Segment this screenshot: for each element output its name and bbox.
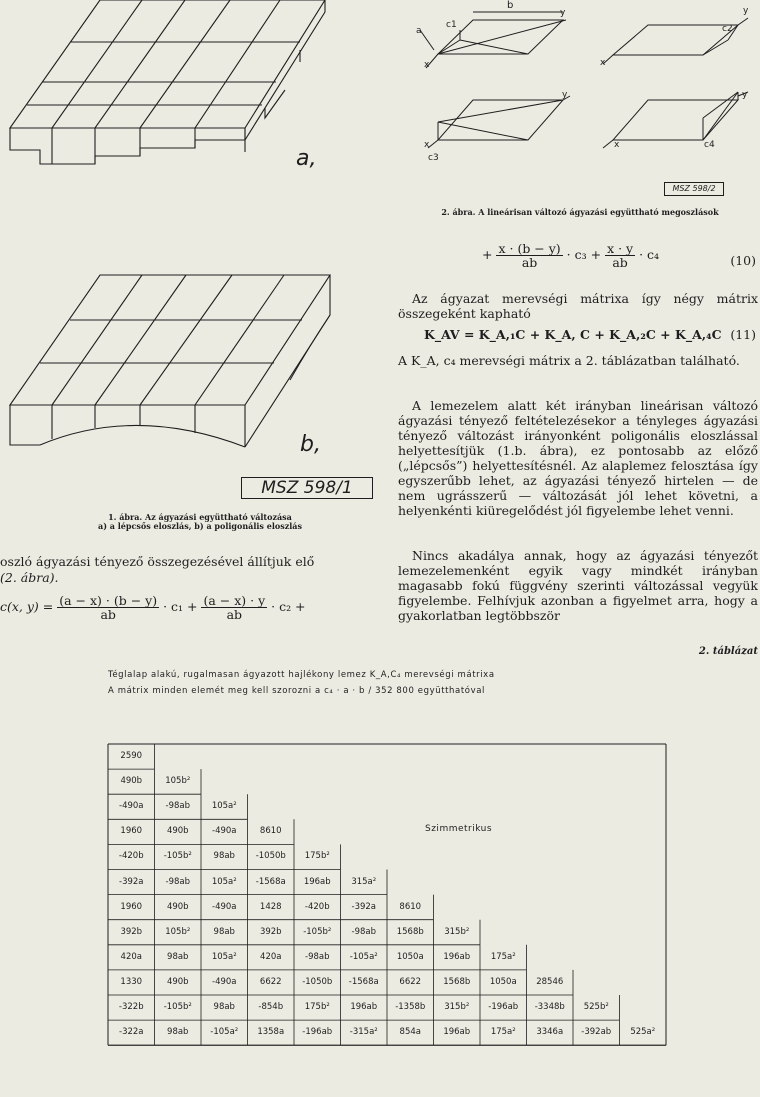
matrix-cell: 175b² bbox=[304, 851, 330, 862]
matrix-cell: 490b bbox=[166, 976, 189, 987]
formula-frac1 bbox=[57, 594, 159, 621]
matrix-cell: -392ab bbox=[581, 1027, 612, 1038]
matrix-cell: 1568b bbox=[396, 926, 424, 937]
matrix-cell: -98ab bbox=[305, 951, 330, 962]
figure-1b-label: b, bbox=[300, 432, 321, 457]
matrix-cell: 1960 bbox=[120, 826, 143, 837]
matrix-cell: -315a² bbox=[349, 1027, 378, 1038]
paragraph-2: A K_A, c₄ merevségi mátrix a 2. táblázatban található. bbox=[398, 353, 740, 368]
matrix-cell: -3348b bbox=[534, 1002, 565, 1012]
matrix-cell: 315a² bbox=[351, 876, 377, 887]
matrix-cell: -1050b bbox=[255, 851, 286, 862]
formula-c-xy bbox=[0, 594, 380, 621]
matrix-cell: -322a bbox=[119, 1027, 144, 1038]
formula-frac2 bbox=[201, 594, 267, 621]
matrix-cell: -1568a bbox=[348, 976, 379, 987]
matrix-cell: 2590 bbox=[120, 751, 143, 761]
matrix-cell: 8610 bbox=[259, 826, 282, 837]
matrix-cell: 490b bbox=[166, 826, 189, 837]
matrix-cell: -98ab bbox=[351, 926, 376, 937]
figure-1-caption-line1: 1. ábra. Az ágyazási együttható változása bbox=[108, 512, 292, 522]
fig2-label-c2: c2 bbox=[722, 24, 733, 34]
table-header-line2: A mátrix minden elemét meg kell szorozni a c₄ · a · b / 352 800 együtthatóval bbox=[108, 686, 485, 696]
formula-frac1-den: ab bbox=[100, 607, 116, 622]
matrix-cell: 98ab bbox=[167, 1027, 189, 1038]
left-text-line1: oszló ágyazási tényező összegezésével állítjuk elő bbox=[0, 554, 315, 569]
matrix-cell: 105b² bbox=[165, 776, 191, 787]
eq11-number: (11) bbox=[730, 327, 756, 342]
matrix-cell: 1428 bbox=[259, 901, 282, 912]
eq10-prefix: + bbox=[482, 247, 493, 262]
equation-11 bbox=[398, 327, 758, 342]
matrix-cell: -105b² bbox=[303, 926, 332, 937]
matrix-cell: 392b bbox=[120, 926, 143, 937]
matrix-cell: 6622 bbox=[259, 976, 282, 987]
matrix-cell: 105a² bbox=[211, 951, 237, 962]
formula-term1: · c₁ + bbox=[163, 599, 198, 614]
eq10-frac1-den: ab bbox=[521, 255, 538, 270]
eq11-text: K_AV = K_A,₁C + K_A, C + K_A,₂C + K_A,₄C bbox=[424, 327, 722, 342]
matrix-cell: 98ab bbox=[213, 926, 235, 937]
matrix-cell: -490a bbox=[212, 901, 237, 912]
matrix-cell: 8610 bbox=[399, 901, 422, 912]
matrix-cell: 392b bbox=[259, 926, 282, 937]
equation-10 bbox=[482, 242, 758, 269]
matrix-cell: 420a bbox=[260, 951, 282, 962]
matrix-cell: -1568a bbox=[255, 876, 286, 887]
matrix-cell: 3346a bbox=[536, 1027, 564, 1038]
matrix-cell: -392a bbox=[351, 901, 376, 912]
matrix-cell: 420a bbox=[120, 951, 142, 962]
paragraph-1: Az ágyazat merevségi mátrixa így négy mátrix összegeként kapható bbox=[398, 291, 758, 321]
matrix-cell: -196ab bbox=[488, 1002, 519, 1012]
matrix-cell: -392a bbox=[119, 876, 144, 887]
matrix-cell: 98ab bbox=[167, 951, 189, 962]
matrix-cell: 105a² bbox=[211, 801, 237, 812]
matrix-cell: -196ab bbox=[302, 1027, 333, 1038]
matrix-cell: 105b² bbox=[165, 926, 191, 937]
table-header-line1: Téglalap alakú, rugalmasan ágyazott hajlékony lemez K_A,C₄ merevségi mátrixa bbox=[108, 670, 495, 680]
formula-frac2-den: ab bbox=[226, 607, 243, 622]
fig2-label-c3: c3 bbox=[428, 153, 439, 163]
matrix-cell: -105a² bbox=[210, 1027, 239, 1038]
matrix-cell: 1050a bbox=[396, 951, 424, 962]
matrix-cell: 1358a bbox=[257, 1027, 285, 1038]
matrix-cell: 175a² bbox=[490, 951, 516, 962]
matrix-cell: -1358b bbox=[395, 1002, 426, 1012]
fig2-label-y1: y bbox=[560, 8, 566, 18]
matrix-cell: 196ab bbox=[350, 1002, 378, 1012]
fig2-label-a: a bbox=[416, 26, 422, 36]
matrix-cell: -105b² bbox=[163, 1002, 192, 1012]
matrix-cell: -105a² bbox=[349, 951, 378, 962]
paragraph-3: A lemezelem alatt két irányban lineárisan változó ágyazási tényező feltételezésekor a tényleges ágyazási tényező változást irányonként poligonális eloszlással helyettesítjük (1.b. ábra), ez pontosabb az előző („lépcsős”) helyettesítésnél. Az alaplemez felosztása így egyszerűbb lehet, az ágyazási tényező hirtelen — de nem ugrásszerű — változását jól lehet követni, a helyenkénti kiüregelődést jól figyelembe lehet venni. bbox=[398, 398, 758, 518]
fig2-label-b: b bbox=[507, 0, 514, 11]
matrix-cell: -854b bbox=[258, 1002, 284, 1012]
matrix-cell: 525a² bbox=[630, 1027, 656, 1038]
formula-term2: · c₂ + bbox=[271, 599, 306, 614]
fig2-label-x4: x bbox=[614, 140, 620, 150]
eq10-frac1 bbox=[496, 242, 562, 269]
figure-1-caption-line2: a) a lépcsős eloszlás, b) a poligonális eloszlás bbox=[98, 521, 302, 531]
matrix-cell: 490b bbox=[120, 776, 143, 787]
paragraph-4: Nincs akadálya annak, hogy az ágyazási tényezőt lemezelemenként egyik vagy mindkét irányban magasabb fokú függvény szerinti változással vegyük figyelembe. Felhívjuk azonban a figyelmet arra, hogy a gyakorlatban legtöbbször bbox=[398, 548, 758, 623]
figure-1-stamp: MSZ 598/1 bbox=[241, 477, 373, 499]
fig2-label-y4: y bbox=[742, 90, 748, 100]
matrix-cell: 1568b bbox=[443, 976, 471, 987]
matrix-cell: 854a bbox=[399, 1027, 421, 1038]
matrix-cell: 98ab bbox=[213, 1002, 235, 1012]
table-label: 2. táblázat bbox=[698, 646, 758, 657]
matrix-cell: -490a bbox=[212, 976, 237, 987]
matrix-cell: 525b² bbox=[583, 1002, 609, 1012]
matrix-cell: 105a² bbox=[211, 876, 237, 887]
fig2-label-x3: x bbox=[424, 140, 430, 150]
figure-1b-drawing bbox=[0, 275, 340, 465]
matrix-cell: 175b² bbox=[304, 1002, 330, 1012]
fig2-label-x2: x bbox=[600, 58, 606, 68]
matrix-cell: 490b bbox=[166, 901, 189, 912]
matrix-cell: -1050b bbox=[302, 976, 333, 987]
figure-1a-label: a, bbox=[296, 146, 317, 171]
fig2-label-c1: c1 bbox=[446, 20, 457, 30]
matrix-cell: -420b bbox=[118, 851, 144, 862]
matrix-cell: 6622 bbox=[399, 976, 422, 987]
matrix-cell: -420b bbox=[304, 901, 330, 912]
fig2-label-c4: c4 bbox=[704, 140, 715, 150]
figure-1a-drawing bbox=[0, 0, 340, 180]
eq10-frac2-num: x · y bbox=[607, 241, 634, 256]
matrix-cell: 196ab bbox=[443, 951, 471, 962]
matrix-cell: 315b² bbox=[444, 1002, 470, 1012]
figure-2-stamp: MSZ 598/2 bbox=[664, 182, 724, 196]
matrix-cell: -490a bbox=[119, 801, 144, 812]
matrix-cell: 28546 bbox=[536, 976, 564, 987]
matrix-cell: -98ab bbox=[165, 801, 190, 812]
fig2-label-x1: x bbox=[424, 60, 430, 70]
eq10-frac2 bbox=[605, 242, 635, 269]
matrix-cell: 1960 bbox=[120, 901, 143, 912]
matrix-cell: 175a² bbox=[490, 1027, 516, 1038]
matrix-cell: 196ab bbox=[303, 876, 331, 887]
formula-frac1-num: (a − x) · (b − y) bbox=[59, 593, 158, 608]
eq10-term1: · c₃ + bbox=[566, 247, 602, 262]
matrix-cell: 1050a bbox=[489, 976, 517, 987]
formula-lhs: c(x, y) = bbox=[0, 599, 54, 614]
eq10-number: (10) bbox=[730, 253, 756, 268]
left-text-line2: (2. ábra). bbox=[0, 570, 59, 585]
fig2-label-y3: y bbox=[562, 90, 568, 100]
matrix-cell: 196ab bbox=[443, 1027, 471, 1038]
matrix-cell: 1330 bbox=[120, 976, 143, 987]
eq10-term2: · c₄ bbox=[639, 247, 660, 262]
symmetric-label: Szimmetrikus bbox=[425, 824, 493, 834]
eq10-frac2-den: ab bbox=[612, 255, 628, 270]
formula-frac2-num: (a − x) · y bbox=[203, 593, 266, 608]
figure-2-caption: 2. ábra. A lineárisan változó ágyazási együttható megoszlások bbox=[441, 207, 719, 217]
matrix-cell: -98ab bbox=[165, 876, 190, 887]
eq10-frac1-num: x · (b − y) bbox=[498, 241, 561, 256]
matrix-cell: -322b bbox=[118, 1002, 144, 1012]
matrix-cell: 98ab bbox=[213, 851, 235, 862]
matrix-cell: -105b² bbox=[163, 851, 192, 862]
fig2-label-y2: y bbox=[743, 6, 749, 16]
matrix-cell: 315b² bbox=[444, 926, 470, 937]
matrix-cell: -490a bbox=[212, 826, 237, 837]
